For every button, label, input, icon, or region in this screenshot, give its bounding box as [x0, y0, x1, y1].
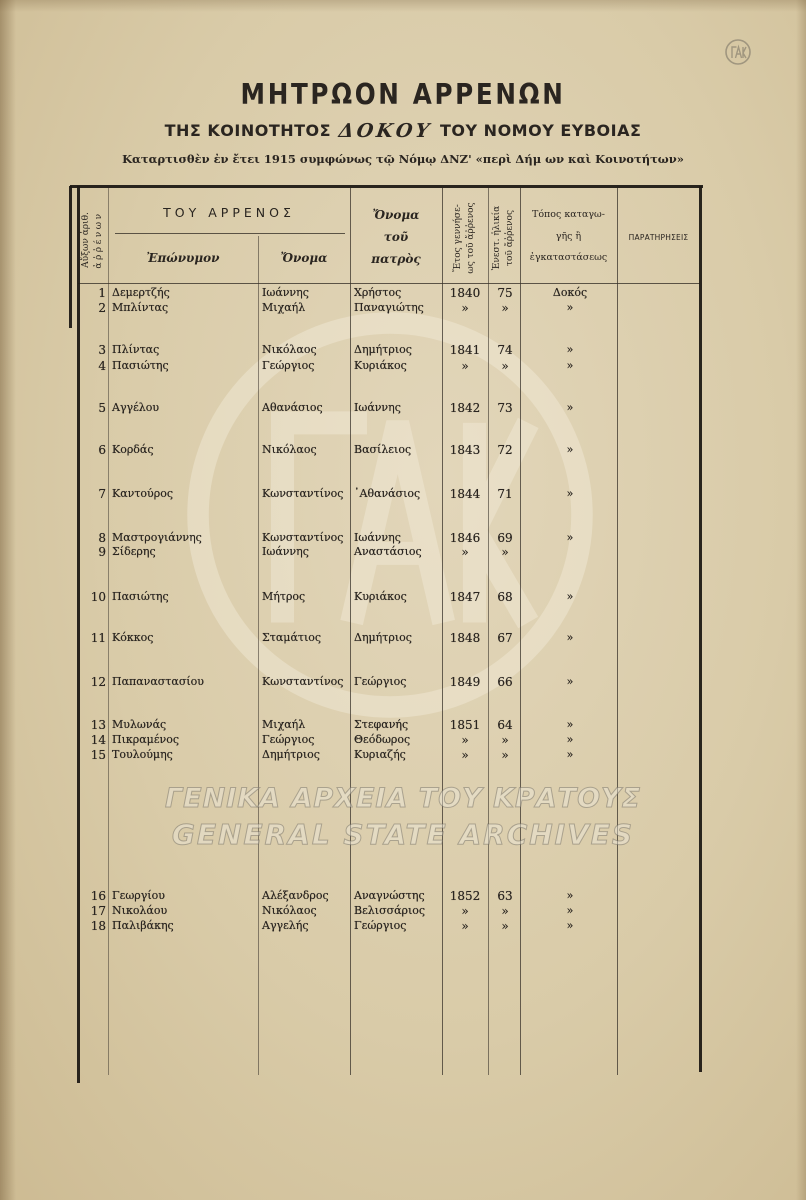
male-group-header: ΤΟΥ ΑΡΡΕΝΟΣ — [163, 205, 295, 220]
father-name-cell: Κυριαζής — [354, 748, 406, 761]
origin-header-line: Τόπος καταγω- — [531, 209, 606, 220]
first-name-cell: Κωνσταντίνος — [262, 487, 344, 500]
first-name-header: Ὄνομα — [280, 251, 328, 265]
father-name-cell: Θεόδωρος — [354, 733, 411, 746]
table-row — [0, 544, 806, 560]
surname-cell: Πασιώτης — [112, 359, 169, 372]
table-row — [0, 732, 806, 748]
age-header-line: Ἐνεστ. ἡλικία — [492, 205, 502, 271]
father-name-cell: Δημήτριος — [354, 343, 412, 356]
birth-year-cell: 1847 — [449, 590, 481, 604]
birth-year-cell: » — [461, 545, 469, 559]
birth-year-cell: » — [461, 301, 469, 315]
surname-cell: Καντούρος — [112, 487, 173, 500]
first-name-cell: Νικόλαος — [262, 443, 317, 456]
table-row — [0, 285, 806, 301]
first-name-cell: Ιωάννης — [262, 545, 309, 558]
serial-number-cell: 6 — [98, 443, 106, 457]
origin-cell: » — [566, 401, 574, 414]
father-name-cell: Βελισσάριος — [354, 904, 426, 917]
birth-year-cell: 1846 — [449, 531, 481, 545]
birth-year-cell: » — [461, 919, 469, 933]
table-row — [0, 486, 806, 502]
birth-year-cell: » — [461, 359, 469, 373]
birth-year-header-line: ως τοῦ ἄῤῥενος — [466, 202, 476, 274]
age-cell: 64 — [497, 718, 513, 732]
origin-cell: Δοκός — [552, 286, 588, 299]
birth-year-cell: 1842 — [449, 401, 481, 415]
age-cell: 75 — [497, 286, 513, 300]
age-cell: » — [501, 904, 509, 918]
origin-cell: » — [566, 675, 574, 688]
serial-number-cell: 14 — [90, 733, 106, 747]
surname-cell: Αγγέλου — [112, 401, 160, 414]
father-name-cell: Στεφανής — [354, 718, 409, 731]
surname-cell: Κόκκος — [112, 631, 154, 644]
first-name-cell: Ιωάννης — [262, 286, 309, 299]
surname-cell: Μπλίντας — [112, 301, 169, 314]
birth-year-cell: » — [461, 904, 469, 918]
age-cell: » — [501, 748, 509, 762]
origin-cell: » — [566, 590, 574, 603]
birth-year-cell: 1841 — [449, 343, 481, 357]
origin-cell: » — [566, 531, 574, 544]
age-cell: » — [501, 919, 509, 933]
surname-cell: Σίδερης — [112, 545, 156, 558]
age-cell: » — [501, 301, 509, 315]
serial-number-cell: 15 — [90, 748, 106, 762]
surname-cell: Πλίντας — [112, 343, 160, 356]
first-name-cell: Νικόλαος — [262, 904, 317, 917]
age-cell: 66 — [497, 675, 513, 689]
birth-year-cell: 1848 — [449, 631, 481, 645]
origin-header-line: γῆς ἢ — [555, 230, 582, 242]
table-row — [0, 589, 806, 605]
birth-year-cell: » — [461, 748, 469, 762]
birth-year-cell: » — [461, 733, 469, 747]
serial-number-cell: 7 — [98, 487, 106, 501]
father-name-cell: Γεώργιος — [354, 919, 407, 932]
origin-cell: » — [566, 889, 574, 902]
first-name-cell: Μήτρος — [262, 590, 306, 603]
father-name-cell: Αναστάσιος — [354, 545, 422, 558]
origin-cell: » — [566, 718, 574, 731]
origin-cell: » — [566, 904, 574, 917]
surname-cell: Παλιβάκης — [112, 919, 174, 932]
father-name-cell: Παναγιώτης — [354, 301, 424, 314]
age-cell: 71 — [497, 487, 513, 501]
age-header-line: τοῦ ἄῤῥενος — [505, 210, 515, 266]
surname-cell: Δεμερτζής — [112, 286, 170, 299]
surname-cell: Μυλωνάς — [112, 718, 167, 731]
age-cell: 68 — [497, 590, 513, 604]
father-header-line: πατρὸς — [371, 252, 421, 266]
surname-cell: Γεωργίου — [112, 889, 165, 902]
surname-cell: Πασιώτης — [112, 590, 169, 603]
origin-cell: » — [566, 733, 574, 746]
table-row — [0, 888, 806, 904]
serial-number-cell: 9 — [98, 545, 106, 559]
serial-number-cell: 5 — [98, 401, 106, 415]
origin-cell: » — [566, 487, 574, 500]
surname-cell: Μαστρογιάννης — [112, 531, 202, 544]
birth-year-cell: 1851 — [449, 718, 481, 732]
surname-cell: Τουλούμης — [112, 748, 173, 761]
surname-cell: Πικραμένος — [112, 733, 179, 746]
father-name-cell: Ιωάννης — [354, 401, 401, 414]
origin-cell: » — [566, 919, 574, 932]
table-row — [0, 442, 806, 458]
father-name-cell: Βασίλειος — [354, 443, 412, 456]
subtitle-prefix: ΤΗΣ ΚΟΙΝΟΤΗΤΟΣ — [164, 121, 332, 140]
origin-cell: » — [566, 301, 574, 314]
age-cell: 74 — [497, 343, 513, 357]
origin-cell: » — [566, 343, 574, 356]
serial-number-cell: 18 — [90, 919, 106, 933]
serial-number-cell: 8 — [98, 531, 106, 545]
first-name-cell: Μιχαήλ — [262, 718, 306, 731]
watermark-greek: ΓΕΝΙΚΑ ΑΡΧΕΙΑ ΤΟΥ ΚΡΑΤΟΥΣ — [164, 783, 642, 814]
father-name-cell: Κυριάκος — [354, 359, 407, 372]
surname-cell: Νικολάου — [112, 904, 168, 917]
age-cell: 63 — [497, 889, 513, 903]
serial-number-cell: 10 — [90, 590, 106, 604]
surname-cell: Παπαναστασίου — [112, 675, 204, 688]
table-row — [0, 300, 806, 316]
age-cell: 69 — [497, 531, 513, 545]
origin-cell: » — [566, 748, 574, 761]
serial-number-cell: 11 — [90, 631, 106, 645]
birth-year-cell: 1844 — [449, 487, 481, 501]
age-cell: » — [501, 359, 509, 373]
birth-year-cell: 1849 — [449, 675, 481, 689]
serial-header-line: Αὔξων ἀριθ. — [81, 212, 91, 268]
age-cell: 73 — [497, 401, 513, 415]
community-name: ΔΟΚΟΥ — [337, 120, 434, 142]
serial-number-cell: 3 — [98, 343, 106, 357]
compiled-note: Καταρτισθὲν ἐν ἔτει 1915 συμφώνως τῷ Νόμῳ ΔΝΖ' «περὶ Δήμ ων καὶ Κοινοτήτων» — [122, 152, 684, 166]
birth-year-cell: 1843 — [449, 443, 481, 457]
first-name-cell: Γεώργιος — [262, 359, 315, 372]
table-row — [0, 400, 806, 416]
serial-header-line: ἀῤῥένων — [94, 211, 104, 269]
surname-cell: Κορδάς — [112, 443, 154, 456]
table-row — [0, 342, 806, 358]
birth-year-cell: 1840 — [449, 286, 481, 300]
first-name-cell: Αγγελής — [262, 919, 309, 932]
watermark-english: GENERAL STATE ARCHIVES — [171, 818, 635, 851]
first-name-cell: Νικόλαος — [262, 343, 317, 356]
first-name-cell: Κωνσταντίνος — [262, 531, 344, 544]
first-name-cell: Δημήτριος — [262, 748, 320, 761]
father-name-cell: Ιωάννης — [354, 531, 401, 544]
surname-header: Ἐπώνυμον — [146, 251, 220, 265]
father-name-cell: Χρήστος — [354, 286, 402, 299]
origin-cell: » — [566, 443, 574, 456]
age-cell: » — [501, 733, 509, 747]
father-header-line: τοῦ — [383, 230, 409, 244]
age-cell: 72 — [497, 443, 513, 457]
remarks-header: ΠΑΡΑΤΗΡΗΣΕΙΣ — [628, 233, 689, 242]
birth-year-header-line: Ἔτος γεννήσε- — [453, 204, 463, 272]
father-name-cell: ᾿Αθανάσιος — [354, 487, 421, 500]
father-header-line: Ὄνομα — [372, 208, 420, 222]
father-name-cell: Δημήτριος — [354, 631, 412, 644]
table-row — [0, 747, 806, 763]
serial-number-cell: 4 — [98, 359, 106, 373]
father-name-cell: Κυριάκος — [354, 590, 407, 603]
origin-header-line: ἐγκαταστάσεως — [529, 252, 608, 263]
father-name-cell: Γεώργιος — [354, 675, 407, 688]
serial-number-cell: 16 — [90, 889, 106, 903]
serial-number-cell: 2 — [98, 301, 106, 315]
table-row — [0, 903, 806, 919]
origin-cell: » — [566, 631, 574, 644]
serial-number-cell: 17 — [90, 904, 106, 918]
age-cell: » — [501, 545, 509, 559]
first-name-cell: Μιχαήλ — [262, 301, 306, 314]
table-row — [0, 918, 806, 934]
age-cell: 67 — [497, 631, 513, 645]
serial-number-cell: 1 — [98, 286, 106, 300]
first-name-cell: Αλέξανδρος — [262, 889, 329, 902]
table-row — [0, 630, 806, 646]
first-name-cell: Αθανάσιος — [262, 401, 323, 414]
table-row — [0, 674, 806, 690]
origin-cell: » — [566, 359, 574, 372]
register-title: ΜΗΤΡΩΟΝ ΑΡΡΕΝΩΝ — [240, 78, 566, 111]
first-name-cell: Σταμάτιος — [262, 631, 322, 644]
serial-number-cell: 13 — [90, 718, 106, 732]
table-row — [0, 358, 806, 374]
table-row — [0, 717, 806, 733]
father-name-cell: Αναγνώστης — [354, 889, 425, 902]
birth-year-cell: 1852 — [449, 889, 481, 903]
first-name-cell: Γεώργιος — [262, 733, 315, 746]
serial-number-cell: 12 — [90, 675, 106, 689]
first-name-cell: Κωνσταντίνος — [262, 675, 344, 688]
subtitle-suffix: ΤΟΥ ΝΟΜΟΥ ΕΥΒΟΙΑΣ — [440, 121, 642, 140]
